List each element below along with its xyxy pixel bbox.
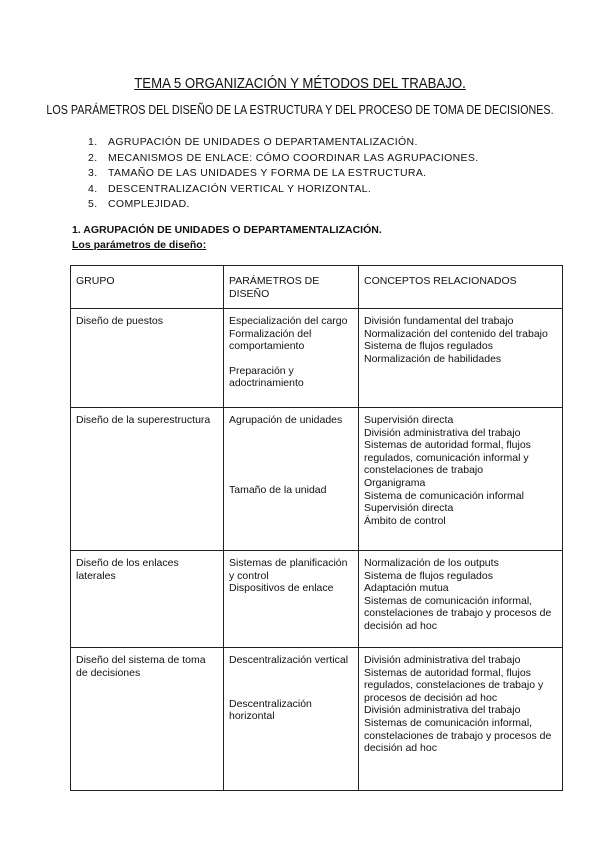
group-text: Diseño del sistema de toma de decisiones <box>76 654 206 679</box>
toc-text: COMPLEJIDAD. <box>108 198 190 210</box>
header-cell-parameters: PARÁMETROS DE DISEÑO <box>224 266 359 309</box>
toc-number: 1. <box>88 136 98 148</box>
group-text: Diseño de la superestructura <box>76 414 211 426</box>
parameter-text: Descentralización vertical <box>229 654 349 666</box>
parameter-text: Tamaño de la unidad <box>229 483 327 496</box>
document-title: TEMA 5 ORGANIZACIÓN Y MÉTODOS DEL TRABAJO. <box>134 75 466 92</box>
concepts-cell <box>359 309 563 408</box>
toc-text: TAMAÑO DE LAS UNIDADES Y FORMA DE LA ESTRUCTURA. <box>108 167 427 179</box>
concepts-cell <box>359 648 563 791</box>
table-header-row <box>71 266 563 309</box>
toc-number: 5. <box>88 198 98 210</box>
toc-number: 4. <box>88 182 98 195</box>
section-subheading: Los parámetros de diseño: <box>72 239 207 251</box>
toc-text: AGRUPACIÓN DE UNIDADES O DEPARTAMENTALIZACIÓN. <box>108 136 418 148</box>
group-cell <box>71 309 224 408</box>
parameters-cell <box>224 309 359 408</box>
table-of-contents <box>88 135 479 213</box>
concepts-text: Supervisión directa División administrativa del trabajo Sistemas de autoridad formal, flujos regulados, comunicación informal y constelaciones de trabajo Organigrama <box>364 414 531 489</box>
group-text: Diseño de puestos <box>76 315 163 327</box>
header-cell-group: GRUPO <box>71 266 224 309</box>
parameter-text: Preparación y adoctrinamiento <box>229 364 304 390</box>
toc-item <box>88 182 479 198</box>
group-text: Diseño de los enlaces laterales <box>76 557 179 582</box>
parameters-cell <box>224 551 359 648</box>
parameter-text: Agrupación de unidades <box>229 414 343 426</box>
toc-item <box>88 166 479 182</box>
design-parameters-table <box>70 265 563 791</box>
parameter-text: Descentralización horizontal <box>229 697 312 723</box>
parameters-cell <box>224 648 359 791</box>
toc-number: 2. <box>88 151 98 164</box>
parameter-text: Especialización del cargo Formalización del comportamiento <box>229 315 348 353</box>
group-cell <box>71 408 224 551</box>
table-row <box>71 648 563 791</box>
toc-number: 3. <box>88 167 98 179</box>
document-subtitle: LOS PARÁMETROS DEL DISEÑO DE LA ESTRUCTURA Y DEL PROCESO DE TOMA DE DECISIONES. <box>46 103 554 117</box>
concepts-text: Normalización de los outputs Sistema de flujos regulados Adaptación mutua Sistemas de comunicación informal, constelaciones de trabajo y procesos de decisión ad hoc <box>364 557 552 632</box>
table-row <box>71 551 563 648</box>
toc-text: DESCENTRALIZACIÓN VERTICAL Y HORIZONTAL. <box>108 182 372 195</box>
parameter-text: Sistemas de planificación y control Dispositivos de enlace <box>229 557 348 595</box>
parameters-cell <box>224 408 359 551</box>
concepts-cell <box>359 408 563 551</box>
toc-text: MECANISMOS DE ENLACE: CÓMO COORDINAR LAS AGRUPACIONES. <box>108 151 479 164</box>
toc-item <box>88 135 479 151</box>
concepts-cell <box>359 551 563 648</box>
table-row <box>71 408 563 551</box>
concepts-text: Sistema de comunicación informal Supervisión directa Ámbito de control <box>364 489 524 527</box>
table-row <box>71 309 563 408</box>
toc-item <box>88 197 479 213</box>
group-cell <box>71 551 224 648</box>
concepts-text: División fundamental del trabajo Normalización del contenido del trabajo Sistema de flujos regulados Normalización de habilidades <box>364 315 548 365</box>
section-heading: 1. AGRUPACIÓN DE UNIDADES O DEPARTAMENTALIZACIÓN. <box>72 224 382 236</box>
group-cell <box>71 648 224 791</box>
concepts-text: División administrativa del trabajo Sistemas de autoridad formal, flujos regulados, constelaciones de trabajo y procesos de decisión ad hoc <box>364 654 544 704</box>
concepts-text: División administrativa del trabajo Sistemas de comunicación informal, constelaciones de trabajo y procesos de decisión ad hoc <box>364 704 552 755</box>
toc-item <box>88 151 479 167</box>
header-cell-concepts: CONCEPTOS RELACIONADOS <box>359 266 563 309</box>
